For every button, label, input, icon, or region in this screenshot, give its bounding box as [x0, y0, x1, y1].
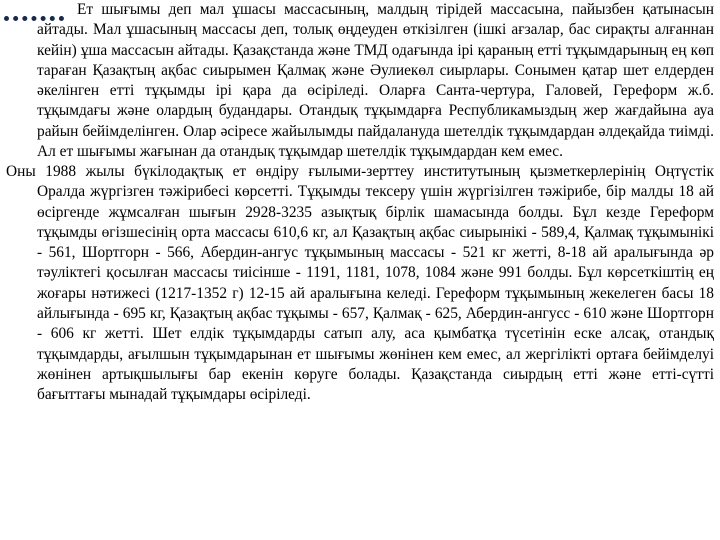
paragraph-experiment-1988: Оны 1988 жылы бүкілодақтық ет өндіру ғылыми-зерттеу институтының қызметкерлерінің Оңтүстік Оралда жүргізген тәжірибесі көрсетті. Тұқымды тексеру үшін жүргізілген тәжірибе, бір малды 18 ай өсіргенде жұмсалған шығын 2928-3235 азықтық бірлік шамасында болды. Бұл кезде Гереформ тұқымды өгізшесінің орта массасы 610,6 кг, ал Қазақтың ақбас сиырынікі - 589,4, Қалмақ тұқымынікі - 561, Шортгорн - 566, Абердин-ангус тұқымының массасы - 521 кг жетті, 8-18 ай аралығында әр тәуліктегі қосылған массасы тиісінше - 1191, 1181, 1078, 1084 және 991 болды. Бұл көрсеткіштің ең жоғары нәтижесі (1217-1352 г) 12-15 ай аралығына келеді. Гереформ тұқымының жекелеген басы 18 айлығында - 695 кг, Қазақтың ақбас тұқымы - 657, Қалмақ - 625, Абердин-ангусс - 610 және Шортгорн - 606 кг жетті. Шет елдік тұқымдарды сатып алу, аса қымбатқа түсетінін еске алсақ, отандық тұқымдарды, ағылшын тұқымдарынан ет шығымы жөнінен кем емес, ал жергілікті ортаға бейімделуі жөнінен артықшылығы бар екенін көруге болады. Қазақстанда сиырдың етті және етті-сүтті бағыттағы мынадай тұқымдары өсіріледі. [6, 163, 714, 404]
paragraph-meat-yield: Ет шығымы деп мал ұшасы массасының, малдың тірідей массасына, пайызбен қатынасын айтады. Мал ұшасының массасы деп, толық өңдеуден өткізілген (ішкі ағзалар, бас сирақты алғаннан кейін) ұша массасын айтады. Қазақстанда және ТМД одағында ірі қараның етті тұқымдарының ең көп тараған Қазақтың ақбас сиырымен Қалмақ және Әулиекөл сиырлары. Сонымен қатар шет елдерден әкелінген етті тұқымды ірі қара да өсіріледі. Оларға Санта-чертура, Галовей, Гереформ ж.б. тұқымдағы және олардың будандары. Отандық тұқымдарға Республикамыздың жер жағдайына ауа райын бейімделінген. Олар әсіресе жайылымды пайдалануда шетелдік тұқымдардан әлдеқайда тиімді. Ал ет шығымы жағынан да отандық тұқымдар шетелдік тұқымдардан кем емес. [37, 1, 714, 161]
